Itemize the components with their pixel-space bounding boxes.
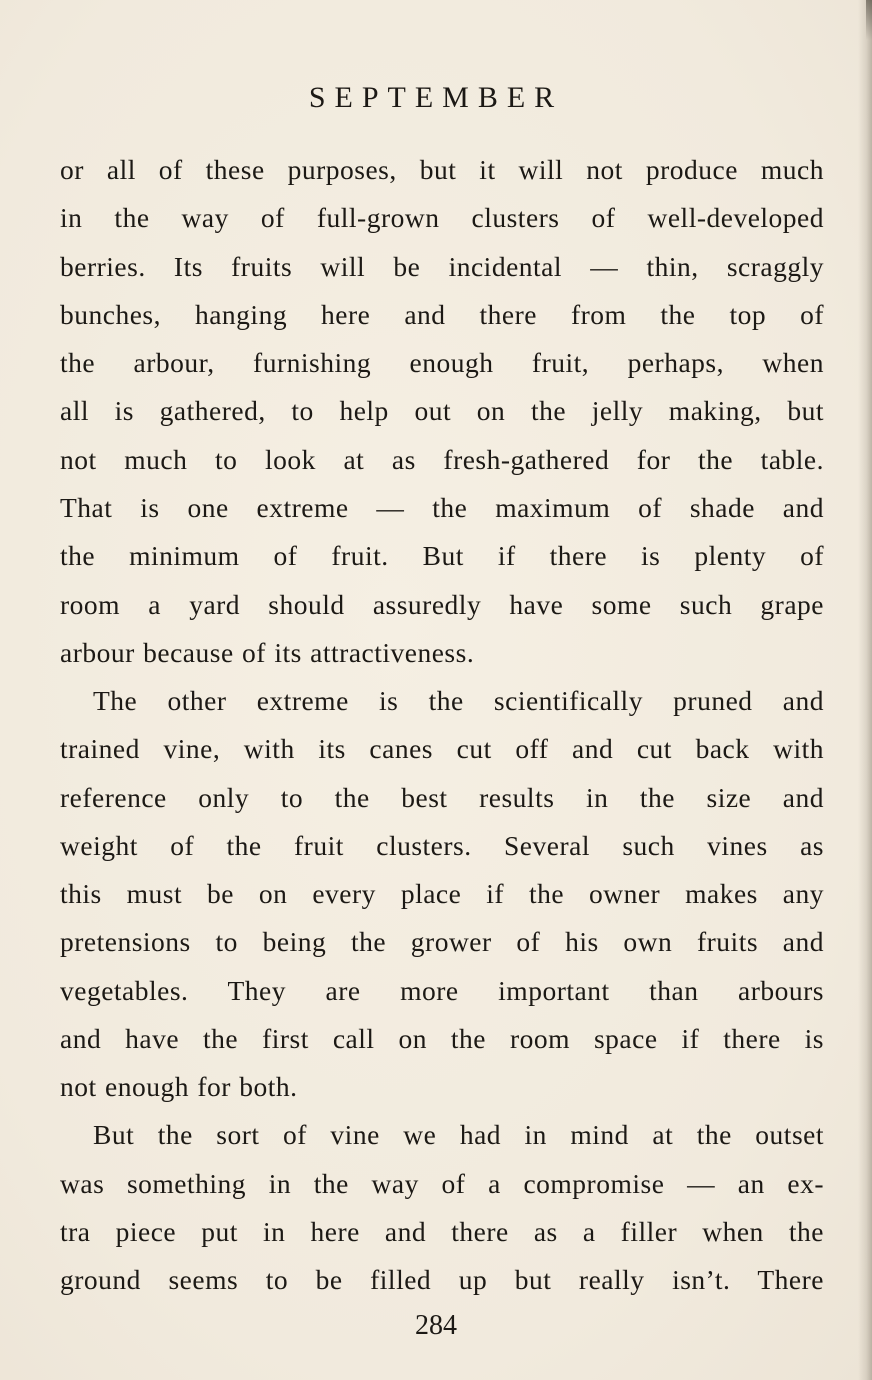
text-line: not enough for both. [60,1071,298,1102]
page-number: 284 [415,1310,457,1341]
text-line: all is gathered, to help out on the jelly making, but [60,395,824,426]
text-line: vegetables. They are more important than arbours [60,975,824,1006]
text-line: arbour because of its attractiveness. [60,637,475,668]
running-head: SEPTEMBER [308,81,564,114]
text-line: the minimum of fruit. But if there is plenty of [60,540,824,571]
text-line: berries. Its fruits will be incidental — thin, scraggly [60,251,824,282]
text-line: or all of these purposes, but it will not produce much [60,154,824,185]
text-line: in the way of full-grown clusters of well-developed [60,202,824,233]
text-line: bunches, hanging here and there from the top of [60,299,824,330]
text-line: not much to look at as fresh-gathered for the table. [60,444,824,475]
text-line: trained vine, with its canes cut off and cut back with [60,733,824,764]
text-line: ground seems to be filled up but really isn’t. There [60,1264,824,1295]
page-corner-mark [866,0,872,40]
text-line: weight of the fruit clusters. Several such vines as [60,830,824,861]
text-line: That is one extreme — the maximum of shade and [60,492,824,523]
text-line: was something in the way of a compromise — an ex- [60,1168,824,1199]
paragraph-first-line: But the sort of vine we had in mind at the outset [93,1119,824,1150]
text-line: room a yard should assuredly have some such grape [60,589,824,620]
text-line: tra piece put in here and there as a filler when the [60,1216,824,1247]
paragraph-first-line: The other extreme is the scientifically pruned and [93,685,824,716]
text-line: this must be on every place if the owner makes any [60,878,824,909]
page-edge-shadow [858,0,872,1380]
text-line: and have the first call on the room space if there is [60,1023,824,1054]
text-line: the arbour, furnishing enough fruit, perhaps, when [60,347,824,378]
text-line: reference only to the best results in the size and [60,782,824,813]
text-line: pretensions to being the grower of his own fruits and [60,926,824,957]
